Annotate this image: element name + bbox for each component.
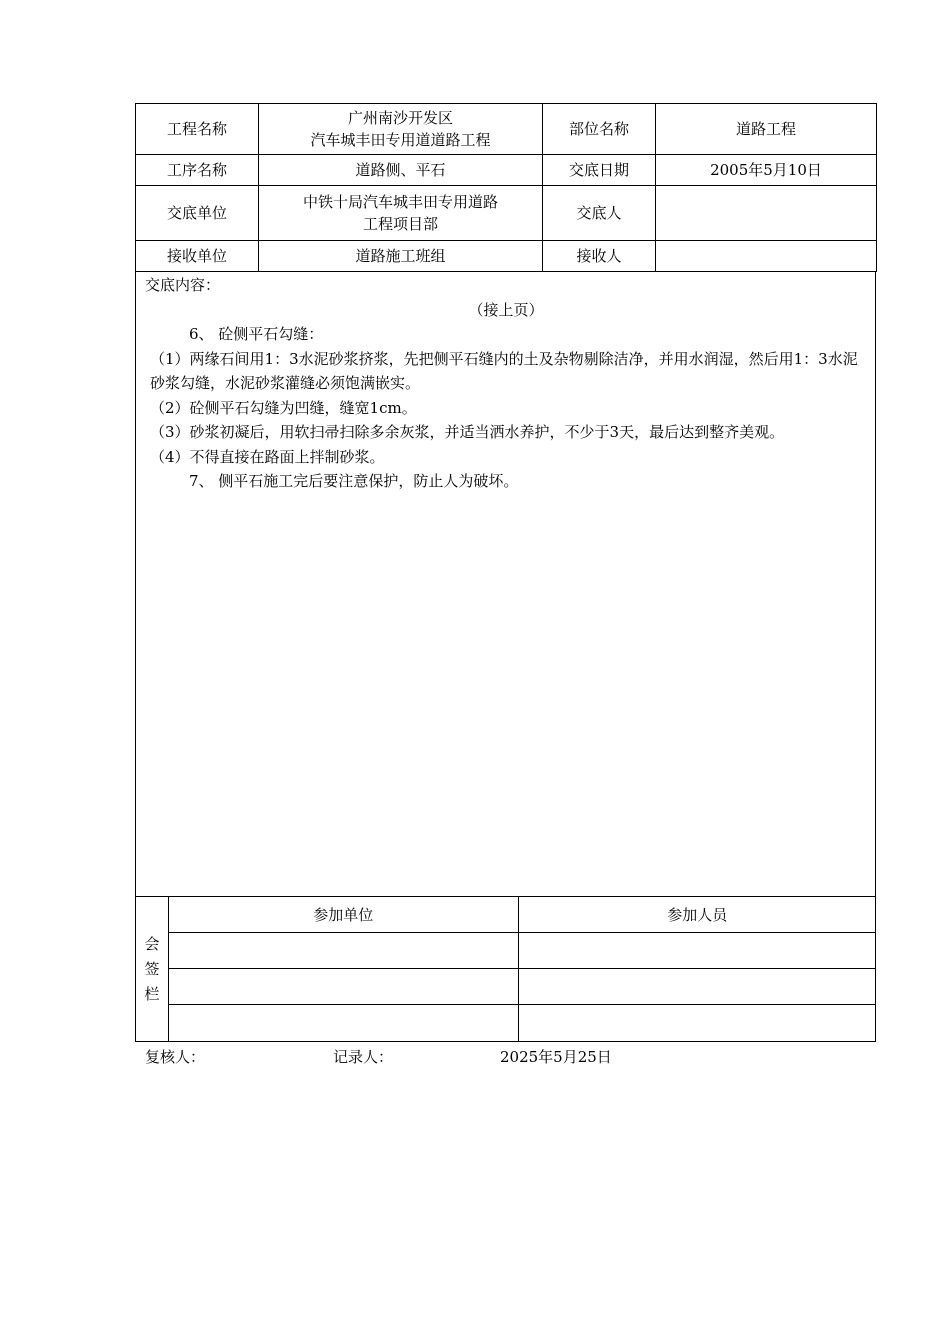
- handover-unit-label: 交底单位: [136, 186, 259, 241]
- handover-unit-line1: 中铁十局汽车城丰田专用道路: [302, 193, 498, 211]
- handover-form: [135, 103, 876, 1042]
- col-participating-unit: 参加单位: [169, 897, 518, 933]
- signature-row: [169, 1005, 876, 1042]
- continued-note: （接上页）: [468, 300, 544, 319]
- signature-label-char-1: 会: [144, 934, 160, 953]
- signature-unit-cell[interactable]: [169, 1005, 518, 1042]
- content-label: 交底内容：: [145, 276, 221, 294]
- signature-row: [169, 969, 876, 1005]
- project-name-label: 工程名称: [136, 104, 259, 155]
- signature-table: [169, 897, 876, 1041]
- signature-unit-cell[interactable]: [169, 969, 518, 1005]
- signature-person-cell[interactable]: [518, 933, 876, 969]
- col-participants: 参加人员: [518, 897, 876, 933]
- reviewer-label: 复核人：: [145, 1048, 206, 1066]
- project-name-line1: 广州南沙开发区: [347, 109, 453, 127]
- handover-person-label: 交底人: [543, 186, 656, 241]
- signature-label-char-3: 栏: [144, 984, 160, 1003]
- signature-person-cell[interactable]: [518, 969, 876, 1005]
- header-row-receiving: [136, 241, 877, 272]
- item-6-4: （4）不得直接在路面上拌制砂浆。: [150, 447, 385, 466]
- handover-content: [135, 272, 876, 897]
- handover-unit-value: [259, 186, 543, 241]
- handover-date-label: 交底日期: [543, 155, 656, 186]
- signature-label-char-2: 签: [144, 959, 160, 978]
- header-row-process: [136, 155, 877, 186]
- process-name-label: 工序名称: [136, 155, 259, 186]
- item-6-title: 6、 砼侧平石勾缝：: [189, 325, 324, 343]
- item-7: 7、 侧平石施工完后要注意保护，防止人为破坏。: [189, 472, 519, 490]
- receiving-unit-label: 接收单位: [136, 241, 259, 272]
- signature-row: [169, 933, 876, 969]
- handover-date-value: 2005年5月10日: [656, 155, 877, 186]
- process-name-value: 道路侧、平石: [259, 155, 543, 186]
- signature-section: [135, 897, 876, 1042]
- header-row-handover-unit: [136, 186, 877, 241]
- signature-unit-cell[interactable]: [169, 933, 518, 969]
- item-6-2: （2）砼侧平石勾缝为凹缝，缝宽1cm。: [150, 398, 417, 417]
- receiver-value[interactable]: [656, 241, 877, 272]
- header-table: [135, 103, 877, 272]
- handover-person-value[interactable]: [656, 186, 877, 241]
- project-name-value: [259, 104, 543, 155]
- receiving-unit-value: 道路施工班组: [259, 241, 543, 272]
- signature-label: [136, 897, 169, 1041]
- item-6-3: （3）砂浆初凝后，用软扫帚扫除多余灰浆，并适当洒水养护，不少于3天，最后达到整齐美观。: [150, 423, 785, 441]
- receiver-label: 接收人: [543, 241, 656, 272]
- handover-unit-line2: 工程项目部: [362, 215, 438, 233]
- form-footer: [145, 1045, 845, 1069]
- signature-header-row: [169, 897, 876, 933]
- record-date: 2025年5月25日: [500, 1048, 612, 1066]
- item-6-1: （1）两缘石间用1：3水泥砂浆挤浆，先把侧平石缝内的土及杂物剔除洁净，并用水润湿，然后用1：3水泥砂浆勾缝，水泥砂浆灌缝必须饱满嵌实。: [150, 349, 858, 392]
- project-name-line2: 汽车城丰田专用道道路工程: [310, 131, 491, 149]
- signature-person-cell[interactable]: [518, 1005, 876, 1042]
- part-name-label: 部位名称: [543, 104, 656, 155]
- recorder-label: 记录人：: [333, 1048, 394, 1066]
- header-row-project: [136, 104, 877, 155]
- part-name-value: 道路工程: [656, 104, 877, 155]
